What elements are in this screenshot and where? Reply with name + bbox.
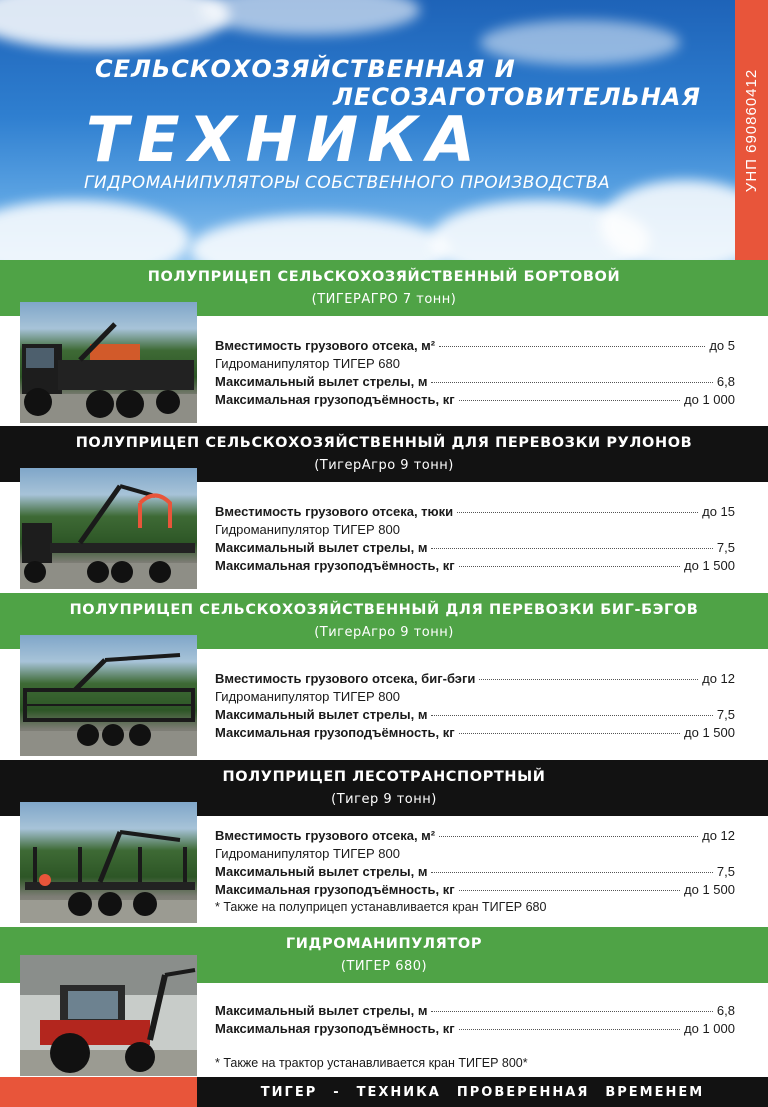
spec-row xyxy=(215,338,735,356)
unp-number: УНП 690860412 xyxy=(743,68,761,192)
spec-value: до 5 xyxy=(709,338,735,353)
spec-label: Максимальный вылет стрелы, м xyxy=(215,864,428,879)
spec-value: до 12 xyxy=(702,671,735,686)
spec-value: 6,8 xyxy=(716,1003,735,1018)
spec-row xyxy=(215,1003,735,1021)
spec-row xyxy=(215,558,735,576)
spec-label: Максимальная грузоподъёмность, кг xyxy=(215,558,455,573)
spec-row xyxy=(215,725,735,743)
product-note: * Также на полуприцеп устанавливается кран ТИГЕР 680 xyxy=(215,900,547,914)
product-note: * Также на трактор устанавливается кран ТИГЕР 800* xyxy=(215,1056,528,1070)
tractor-crane-illustration xyxy=(20,955,197,1076)
spec-row xyxy=(215,882,735,900)
slogan-word: - xyxy=(333,1084,341,1100)
spec-value: до 1 500 xyxy=(684,882,735,897)
leader-dots xyxy=(431,715,712,716)
spec-label: Гидроманипулятор ТИГЕР 800 xyxy=(215,689,400,704)
spec-value: до 1 500 xyxy=(684,558,735,573)
product-specs xyxy=(215,504,735,576)
leader-dots xyxy=(439,346,705,347)
spec-row xyxy=(215,864,735,882)
spec-value: до 1 500 xyxy=(684,725,735,740)
product-specs xyxy=(215,338,735,410)
spec-label: Вместимость грузового отсека, биг-бэги xyxy=(215,671,476,686)
product-photo-trailer xyxy=(20,302,197,423)
spec-label: Вместимость грузового отсека, м² xyxy=(215,338,436,353)
spec-value: до 15 xyxy=(702,504,735,519)
spec-row xyxy=(215,707,735,725)
spec-row xyxy=(215,504,735,522)
spec-label: Максимальный вылет стрелы, м xyxy=(215,707,428,722)
spec-row xyxy=(215,540,735,558)
spec-label: Гидроманипулятор ТИГЕР 680 xyxy=(215,356,400,371)
footer-slogan xyxy=(197,1077,768,1107)
spec-label: Максимальная грузоподъёмность, кг xyxy=(215,392,455,407)
leader-dots xyxy=(459,890,680,891)
spec-label: Гидроманипулятор ТИГЕР 800 xyxy=(215,522,400,537)
product-specs xyxy=(215,1003,735,1039)
product-title: ПОЛУПРИЦЕП СЕЛЬСКОХОЗЯЙСТВЕННЫЙ ДЛЯ ПЕРЕВОЗКИ РУЛОНОВ xyxy=(75,435,693,451)
spec-label: Максимальная грузоподъёмность, кг xyxy=(215,1021,455,1036)
product-subtitle: (ТигерАгро 9 тонн) xyxy=(314,625,454,640)
spec-row xyxy=(215,1021,735,1039)
spec-value: 7,5 xyxy=(716,864,735,879)
bigbag-trailer-illustration xyxy=(20,635,197,756)
hero-headline xyxy=(0,0,735,260)
spec-row xyxy=(215,356,735,374)
spec-value: до 1 000 xyxy=(684,1021,735,1036)
headline-main: ТЕХНИКА xyxy=(86,103,484,176)
headline-line-2: ЛЕСОЗАГОТОВИТЕЛЬНАЯ xyxy=(333,83,701,111)
spec-row xyxy=(215,374,735,392)
unp-stripe xyxy=(735,0,768,260)
product-title: ПОЛУПРИЦЕП СЕЛЬСКОХОЗЯЙСТВЕННЫЙ ДЛЯ ПЕРЕВОЗКИ БИГ-БЭГОВ xyxy=(69,602,699,618)
timber-trailer-illustration xyxy=(20,802,197,923)
spec-label: Максимальная грузоподъёмность, кг xyxy=(215,882,455,897)
product-photo-bale-trailer xyxy=(20,468,197,589)
leader-dots xyxy=(459,1029,680,1030)
headline-line-1: СЕЛЬСКОХОЗЯЙСТВЕННАЯ И xyxy=(95,55,516,83)
spec-row xyxy=(215,828,735,846)
product-photo-crane-tractor xyxy=(20,955,197,1076)
leader-dots xyxy=(431,548,712,549)
leader-dots xyxy=(431,1011,712,1012)
product-photo-bigbag-trailer xyxy=(20,635,197,756)
spec-label: Максимальный вылет стрелы, м xyxy=(215,540,428,555)
product-title: ПОЛУПРИЦЕП СЕЛЬСКОХОЗЯЙСТВЕННЫЙ БОРТОВОЙ xyxy=(147,269,621,285)
trailer-illustration xyxy=(20,302,197,423)
footer-accent xyxy=(0,1077,197,1107)
spec-row xyxy=(215,522,735,540)
product-subtitle: (Тигер 9 тонн) xyxy=(331,792,437,807)
spec-label: Максимальный вылет стрелы, м xyxy=(215,1003,428,1018)
spec-value: до 1 000 xyxy=(684,392,735,407)
spec-row xyxy=(215,671,735,689)
spec-value: 6,8 xyxy=(716,374,735,389)
product-subtitle: (ТИГЕР 680) xyxy=(340,959,428,974)
leader-dots xyxy=(439,836,698,837)
headline-subtitle: ГИДРОМАНИПУЛЯТОРЫ СОБСТВЕННОГО ПРОИЗВОДСТВА xyxy=(84,173,611,193)
leader-dots xyxy=(459,733,680,734)
product-specs xyxy=(215,671,735,743)
leader-dots xyxy=(431,382,712,383)
slogan-word: ТИГЕР xyxy=(260,1084,318,1100)
slogan-word: ВРЕМЕНЕМ xyxy=(605,1084,705,1100)
spec-value: 7,5 xyxy=(716,707,735,722)
leader-dots xyxy=(431,872,712,873)
leader-dots xyxy=(459,566,680,567)
slogan-word: ТЕХНИКА xyxy=(356,1084,441,1100)
spec-value: до 12 xyxy=(702,828,735,843)
product-photo-timber-trailer xyxy=(20,802,197,923)
spec-label: Максимальный вылет стрелы, м xyxy=(215,374,428,389)
product-title: ПОЛУПРИЦЕП ЛЕСОТРАНСПОРТНЫЙ xyxy=(222,769,546,785)
slogan-word: ПРОВЕРЕННАЯ xyxy=(456,1084,590,1100)
spec-label: Максимальная грузоподъёмность, кг xyxy=(215,725,455,740)
spec-value: 7,5 xyxy=(716,540,735,555)
leader-dots xyxy=(479,679,698,680)
spec-row xyxy=(215,392,735,410)
spec-label: Гидроманипулятор ТИГЕР 800 xyxy=(215,846,400,861)
product-subtitle: (ТИГЕРАГРО 7 тонн) xyxy=(311,292,457,307)
product-specs xyxy=(215,828,735,918)
leader-dots xyxy=(457,512,698,513)
spec-label: Вместимость грузового отсека, тюки xyxy=(215,504,454,519)
spec-row xyxy=(215,689,735,707)
spec-label: Вместимость грузового отсека, м² xyxy=(215,828,436,843)
spec-row xyxy=(215,846,735,864)
leader-dots xyxy=(459,400,680,401)
product-subtitle: (ТигерАгро 9 тонн) xyxy=(314,458,454,473)
bale-trailer-illustration xyxy=(20,468,197,589)
product-title: ГИДРОМАНИПУЛЯТОР xyxy=(285,936,483,952)
hero-banner xyxy=(0,0,768,260)
